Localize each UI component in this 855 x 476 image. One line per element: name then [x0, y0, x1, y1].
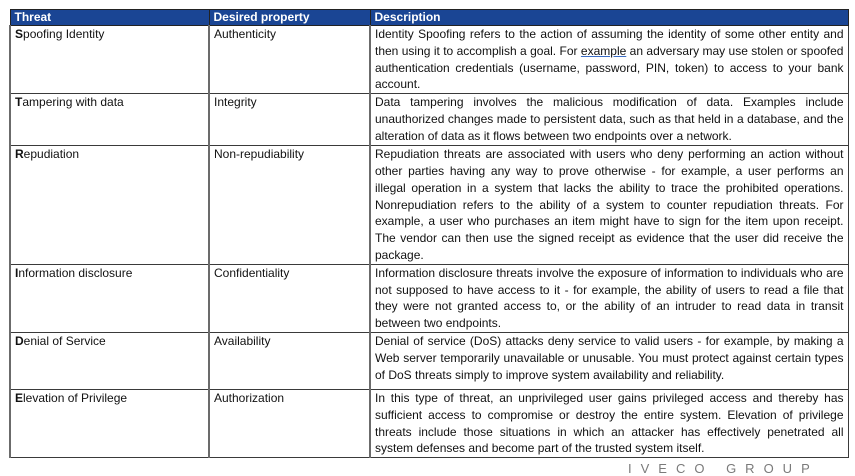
header-desired-property: Desired property — [209, 10, 370, 26]
header-description: Description — [370, 10, 848, 26]
table-row — [10, 332, 848, 389]
stride-threat-table — [9, 9, 849, 458]
threat-name-rest: epudiation — [23, 147, 80, 162]
threat-name-rest: nformation disclosure — [18, 265, 133, 280]
threat-initial: S — [15, 27, 24, 41]
table-row — [10, 389, 848, 457]
property-cell: Integrity — [209, 94, 370, 146]
description-cell: In this type of threat, an unprivileged user gains privileged access and thereby has sufficient access to compromise or destroy the entire system. Elevation of privilege threats include those situations in which an attacker has effectively penetrated all system defenses and become part of the trusted system itself. — [370, 389, 848, 457]
table-row — [10, 264, 848, 332]
description-cell — [370, 26, 848, 94]
property-cell: Confidentiality — [209, 264, 370, 332]
property-cell: Authorization — [209, 389, 370, 457]
spellcheck-underlined-word: example — [580, 43, 627, 58]
threat-cell — [10, 389, 209, 457]
property-cell: Availability — [209, 332, 370, 389]
header-threat: Threat — [10, 10, 209, 26]
threat-cell — [10, 146, 209, 265]
table-row — [10, 94, 848, 146]
description-cell: Repudiation threats are associated with users who deny performing an action without other parties having any way to prove otherwise - for example, a user performs an illegal operation in a system that lacks the ability to trace the prohibited operations. Nonrepudiation refers to the ability of a system to counter repudiation threats. For example, a user who purchases an item might have to sign for the item upon receipt. The vendor can then use the signed receipt as evidence that the user did receive the package. — [370, 146, 848, 265]
description-text-end: an adversary may use stolen or spoofed authentication credentials (username, password, PIN, token) to access to your bank account. — [375, 43, 844, 92]
property-cell: Authenticity — [209, 26, 370, 94]
description-cell: Denial of service (DoS) attacks deny service to valid users - for example, by making a Web server temporarily unavailable or unusable. You must protect against certain types of DoS threats simply to improve system availability and reliability. — [370, 332, 848, 389]
threat-initial: T — [15, 95, 23, 110]
threat-cell — [10, 264, 209, 332]
description-cell: Data tampering involves the malicious modification of data. Examples include unauthorized changes made to persistent data, such as that held in a database, and the alteration of data as it flows between two endpoints over a network. — [370, 94, 848, 146]
threat-cell — [10, 94, 209, 146]
threat-name-rest: poofing Identity — [23, 27, 105, 41]
table-row — [10, 146, 848, 265]
threat-name-rest: levation of Privilege — [23, 390, 128, 405]
description-cell: Information disclosure threats involve the exposure of information to individuals who are not supposed to have access to it - for example, the ability of users to read a file that they were not granted access to, or the ability of an intruder to read data in transit between two endpoints. — [370, 264, 848, 332]
table-row — [10, 26, 848, 94]
threat-initial: R — [15, 147, 24, 162]
threat-name-rest: ampering with data — [22, 95, 124, 110]
table-header-row — [10, 10, 848, 26]
property-cell: Non-repudiability — [209, 146, 370, 265]
description-text-start: Identity Spoofing refers to the action of assuming the identity of some other entity and then using it to accomplish a goal. For — [375, 27, 844, 58]
threat-cell — [10, 332, 209, 389]
threat-initial: D — [15, 333, 24, 348]
threat-cell — [10, 26, 209, 94]
company-logo-text: IVECO GROUP — [628, 461, 819, 476]
threat-initial: I — [15, 265, 19, 280]
threat-initial: E — [15, 390, 24, 405]
threat-name-rest: enial of Service — [23, 333, 106, 348]
